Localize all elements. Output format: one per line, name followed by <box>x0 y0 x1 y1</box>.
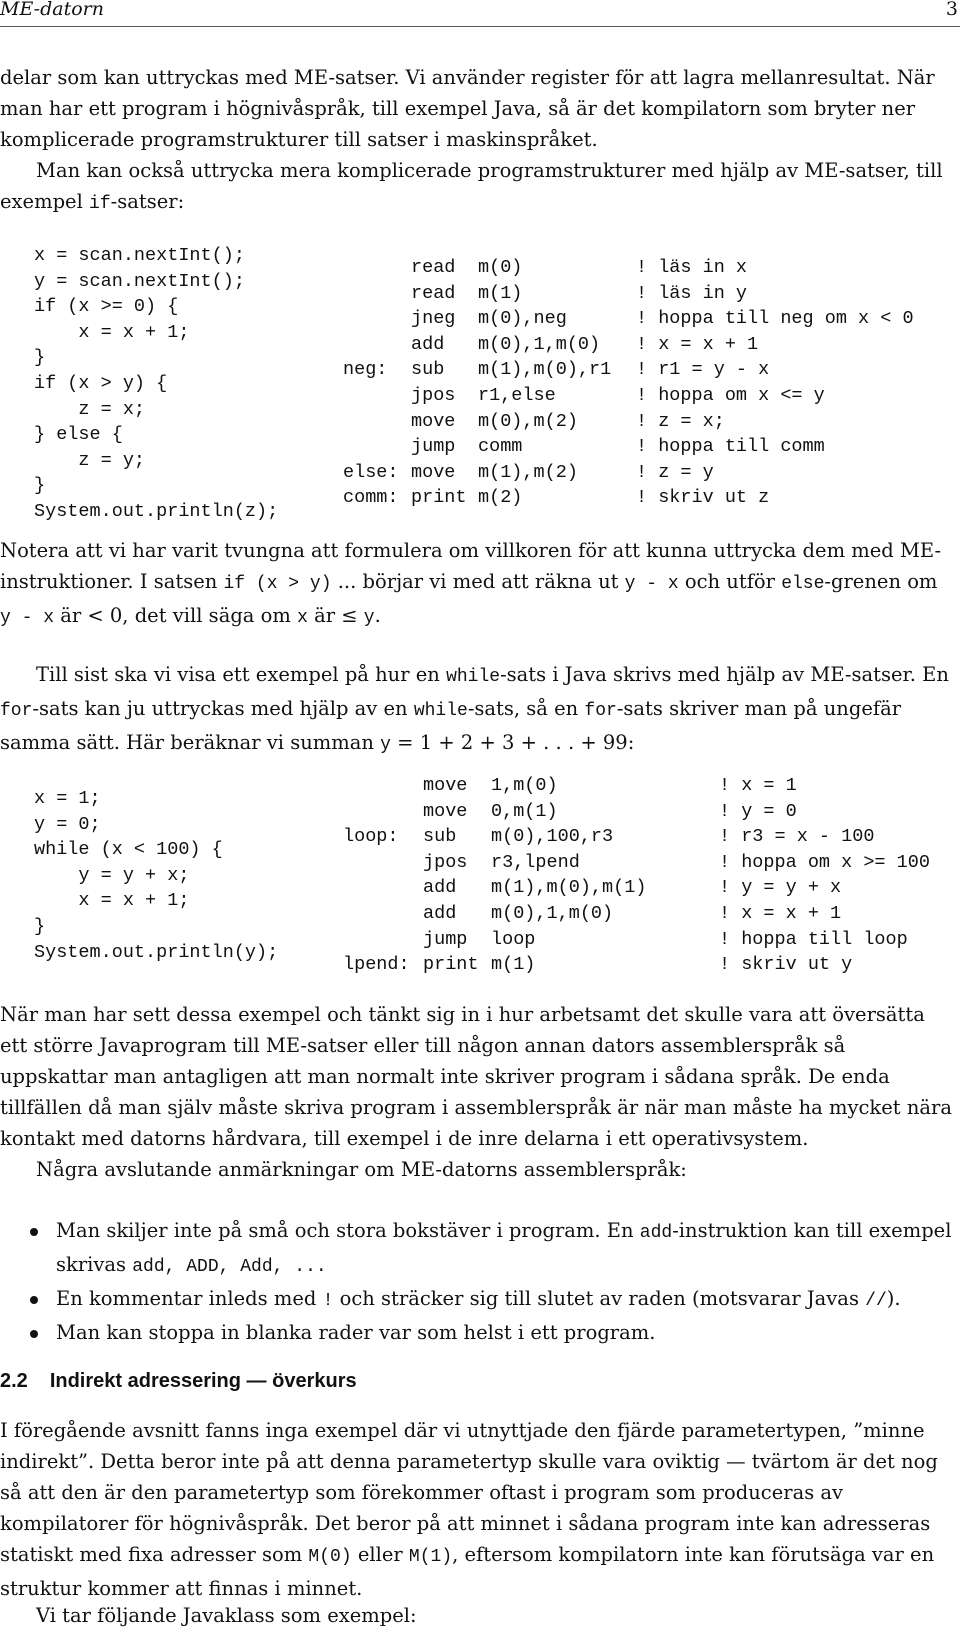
asm-row <box>343 485 914 511</box>
asm-args: m(0),100,r3 <box>491 826 614 848</box>
asm-comment: ! läs in x <box>636 257 748 278</box>
asm-args: m(2) <box>478 487 523 509</box>
asm-row <box>343 799 930 825</box>
asm-op: move <box>423 775 468 796</box>
asm-label <box>343 901 423 927</box>
asm-comment: ! skriv ut y <box>719 954 853 976</box>
asm-op: add <box>423 902 457 924</box>
asm-row <box>343 460 914 486</box>
asm-label <box>343 383 411 409</box>
asm-row <box>343 306 914 332</box>
assembler-table-while <box>343 773 930 978</box>
asm-args: m(1),m(2) <box>478 461 578 483</box>
asm-comment: ! hoppa till comm <box>636 436 825 458</box>
asm-args: m(0),1,m(0) <box>491 902 614 924</box>
asm-label: comm: <box>343 487 399 509</box>
asm-args: comm <box>478 436 523 458</box>
asm-label: neg: <box>343 359 388 381</box>
asm-row <box>343 850 930 876</box>
asm-op: print <box>411 487 467 509</box>
paragraph-conclusion: När man har sett dessa exempel och tänkt sig in i hur arbetsamt det skulle vara att översätta ett större Javaprogram till ME-satser eller till någon annan dators assemblerspråk så uppskattar man antagligen att man normalt inte skriver program i sådana språk. De enda tillfällen då man själv måste skriva program i assemblerspråk är när man måste ha mycket nära kontakt med datorns hårdvara, till exempel i de inre delarna i ett operativsystem. <box>0 1003 952 1150</box>
asm-args: 1,m(0) <box>491 775 558 796</box>
asm-row <box>343 409 914 435</box>
asm-comment: ! y = 0 <box>719 800 797 822</box>
asm-comment: ! y = y + x <box>719 877 842 899</box>
paragraph-note-conditions: Notera att vi har varit tvungna att formulera om villkoren för att kunna uttrycka dem med ME-instruktioner. I satsen if (x > y) ... börjar vi med att räkna ut y - x och utför else-grenen om y - x är < 0, det vill säga om x är ≤ y. <box>0 539 942 628</box>
asm-label: loop: <box>343 826 399 848</box>
asm-op: jump <box>411 436 456 458</box>
asm-args: m(0) <box>478 257 523 278</box>
asm-row <box>343 357 914 383</box>
asm-row <box>343 434 914 460</box>
asm-row <box>343 927 930 953</box>
asm-label: else: <box>343 461 399 483</box>
java-code-block-if: x = scan.nextInt(); y = scan.nextInt(); if (x >= 0) { x = x + 1; } if (x > y) { z = x; } else { z = y; } System.out.println(z); <box>34 245 279 522</box>
paragraph-indirect-addressing: I föregående avsnitt fanns inga exempel där vi utnyttjade den fjärde parametertypen, ”minne indirekt”. Detta beror inte på att denna parametertyp skulle vara oviktig — tvärtom är det nog så att den är den parametertyp som förekommer oftast i program som produceras av kompilatorer för högnivåspråk. Det beror på att minnet i sådana program inte kan adresseras statiskt med fixa adresser som M(0) eller M(1), eftersom kompilatorn inte kan förutsäga var en struktur kommer att finnas i minnet. <box>0 1419 938 1600</box>
asm-row <box>343 383 914 409</box>
asm-comment: ! r1 = y - x <box>636 359 770 381</box>
bullet-icon <box>30 1330 38 1338</box>
asm-row <box>343 773 930 799</box>
asm-label <box>343 773 423 799</box>
asm-op: add <box>411 333 445 355</box>
paragraph-java-class-intro: Vi tar följande Javaklass som exempel: <box>36 1604 417 1627</box>
asm-op: jpos <box>423 851 468 873</box>
asm-label <box>343 799 423 825</box>
remarks-list <box>0 1215 952 1348</box>
asm-label <box>343 281 411 307</box>
paragraph-remarks-intro: Några avslutande anmärkningar om ME-datorns assemblerspråk: <box>36 1158 687 1181</box>
asm-op: jump <box>423 928 468 950</box>
asm-args: m(0),neg <box>478 308 567 330</box>
asm-comment: ! hoppa om x <= y <box>636 384 825 406</box>
asm-label <box>343 409 411 435</box>
asm-args: loop <box>491 928 536 950</box>
asm-op: jpos <box>411 384 456 406</box>
paragraph-intro: delar som kan uttryckas med ME-satser. Vi använder register för att lagra mellanresultat. När man har ett program i högnivåspråk, till exempel Java, så är det kompilatorn som bryter ner komplicerade programstrukturer till satser i maskinspråket. <box>0 66 935 151</box>
asm-args: 0,m(1) <box>491 800 558 822</box>
asm-op: print <box>423 954 479 976</box>
asm-comment: ! hoppa om x >= 100 <box>719 851 930 873</box>
asm-row <box>343 255 914 281</box>
asm-label <box>343 255 411 281</box>
asm-comment: ! x = 1 <box>719 775 797 796</box>
asm-op: move <box>423 800 468 822</box>
asm-comment: ! läs in y <box>636 282 748 304</box>
asm-comment: ! z = x; <box>636 410 725 432</box>
java-code-block-while: x = 1; y = 0; while (x < 100) { y = y + x; x = x + 1; } System.out.println(y); <box>34 788 279 963</box>
list-item: Man skiljer inte på små och stora bokstäver i program. En add-instruktion kan till exempel skrivas add, ADD, Add, ... <box>0 1215 952 1283</box>
asm-op: read <box>411 282 456 304</box>
asm-op: jneg <box>411 308 456 330</box>
asm-label <box>343 875 423 901</box>
page-header <box>0 0 960 27</box>
asm-row <box>343 824 930 850</box>
asm-comment: ! x = x + 1 <box>636 333 759 355</box>
asm-row <box>343 952 930 978</box>
asm-label <box>343 332 411 358</box>
asm-args: m(0),1,m(0) <box>478 333 601 355</box>
asm-args: m(1),m(0),r1 <box>478 359 612 381</box>
asm-comment: ! r3 = x - 100 <box>719 826 875 848</box>
asm-comment: ! hoppa till loop <box>719 928 908 950</box>
section-number: 2.2 <box>0 1370 28 1392</box>
bullet-icon <box>30 1228 38 1236</box>
asm-op: read <box>411 257 456 278</box>
asm-label <box>343 306 411 332</box>
asm-op: move <box>411 410 456 432</box>
asm-comment: ! z = y <box>636 461 714 483</box>
asm-row <box>343 875 930 901</box>
asm-op: sub <box>411 359 445 381</box>
asm-args: r1,else <box>478 384 556 406</box>
asm-label <box>343 850 423 876</box>
paragraph-if-statements: Man kan också uttrycka mera komplicerade programstrukturer med hjälp av ME-satser, till exempel if-satser: <box>0 159 943 214</box>
assembler-table-if <box>343 255 914 511</box>
running-title: ME-datorn <box>0 0 104 20</box>
asm-args: m(1) <box>491 954 536 976</box>
paragraph-while-example: Till sist ska vi visa ett exempel på hur en while-sats i Java skrivs med hjälp av ME-satser. En for-sats kan ju uttryckas med hjälp av en while-sats, så en for-sats skriver man på ungefär samma sätt. Här beräknar vi summan y = 1 + 2 + 3 + . . . + 99: <box>0 663 949 755</box>
asm-args: m(1) <box>478 282 523 304</box>
asm-args: m(0),m(2) <box>478 410 578 432</box>
asm-comment: ! hoppa till neg om x < 0 <box>636 308 914 330</box>
asm-args: m(1),m(0),m(1) <box>491 877 647 899</box>
asm-label <box>343 434 411 460</box>
list-item: Man kan stoppa in blanka rader var som helst i ett program. <box>0 1317 952 1348</box>
bullet-icon <box>30 1296 38 1304</box>
section-title: Indirekt adressering — överkurs <box>49 1370 357 1392</box>
asm-comment: ! skriv ut z <box>636 487 770 509</box>
asm-row <box>343 901 930 927</box>
list-item: En kommentar inleds med ! och sträcker sig till slutet av raden (motsvarar Javas //). <box>0 1283 952 1317</box>
asm-comment: ! x = x + 1 <box>719 902 842 924</box>
page-number: 3 <box>945 0 958 20</box>
asm-args: r3,lpend <box>491 851 580 873</box>
asm-row <box>343 332 914 358</box>
inline-code: if <box>89 194 111 214</box>
asm-op: sub <box>423 826 457 848</box>
asm-row <box>343 281 914 307</box>
asm-op: add <box>423 877 457 899</box>
asm-op: move <box>411 461 456 483</box>
asm-label <box>343 927 423 953</box>
section-heading <box>0 1370 357 1393</box>
asm-label: lpend: <box>343 954 410 976</box>
